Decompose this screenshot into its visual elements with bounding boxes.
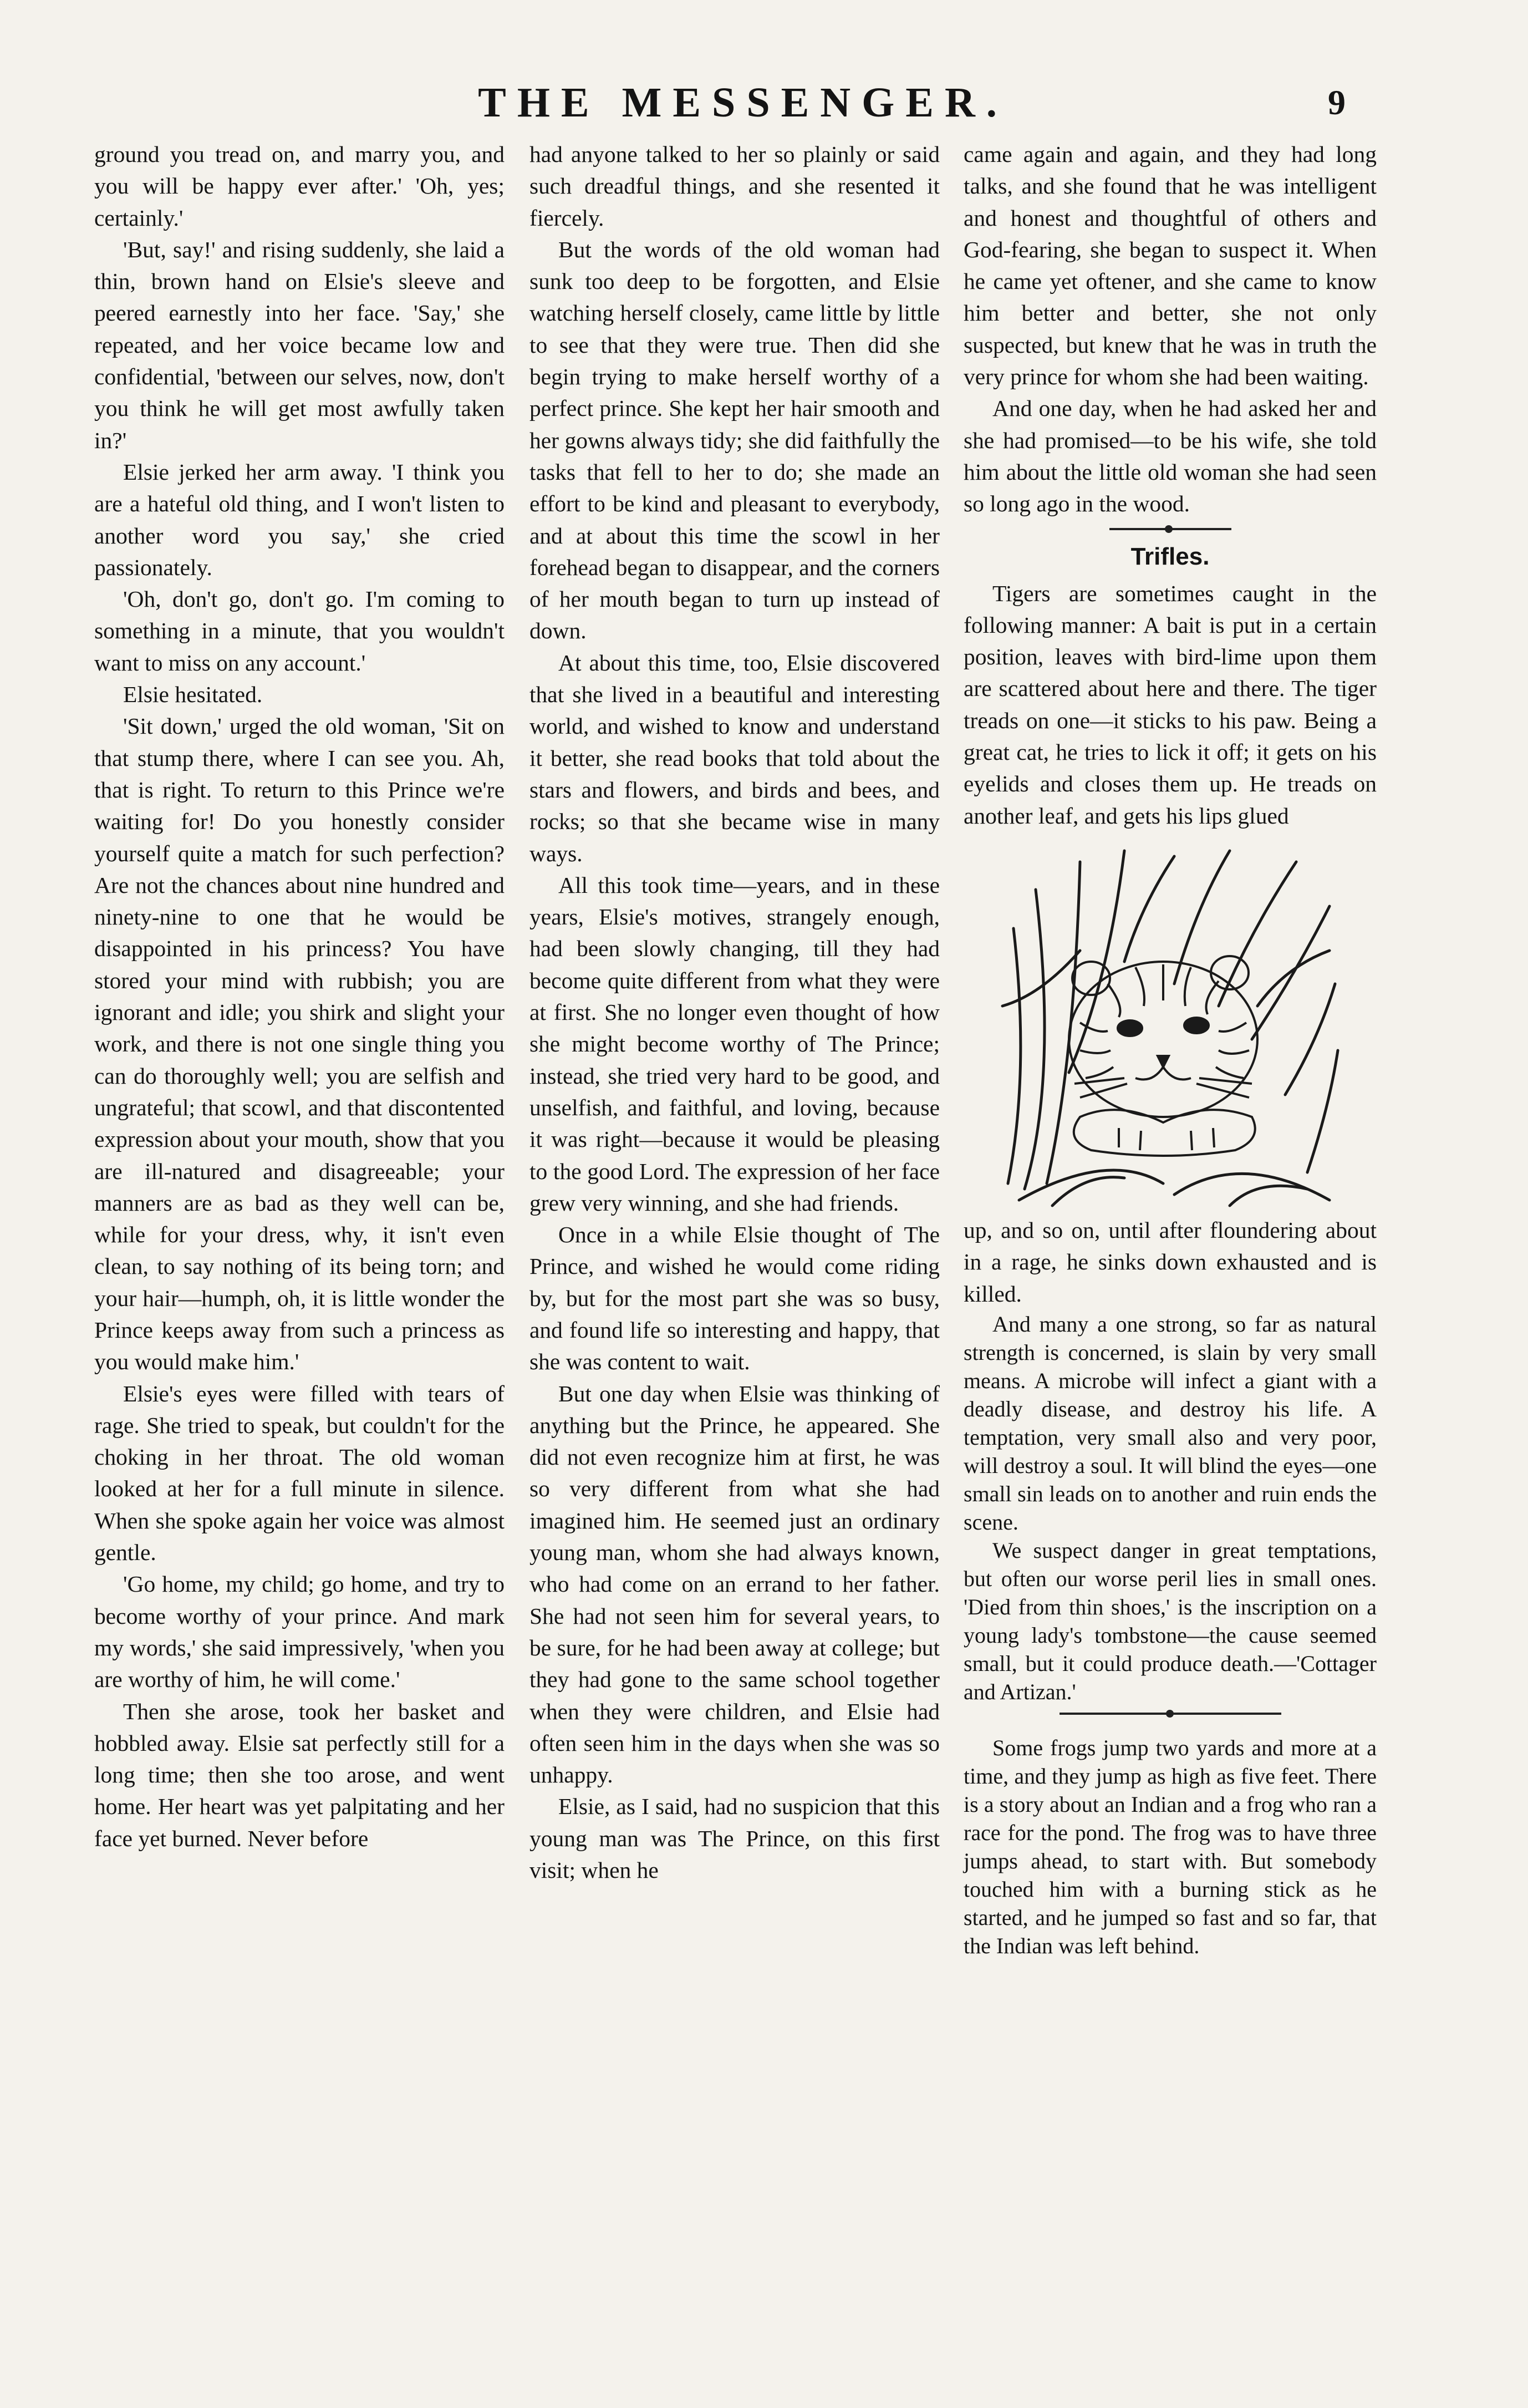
paragraph: Elsie, as I said, had no suspicion that this young man was The Prince, on this first visit; when he [529,1794,940,1883]
paragraph: 'Sit down,' urged the old woman, 'Sit on that stump there, where I can see you. Ah, that is right. To return to this Prince we're waiting for! Do you honestly consider yourself quite a match for such perfection? Are not the chances about nine hundred and ninety-nine to one that he would be disappointed in his princess? You have stored your mind with rubbish; you are ignorant and idle; you shirk and slight your work, and there is not one single thing you can do thoroughly well; you are selfish and ungrateful; that scowl, and that discontented expression about your mouth, show that you are ill-natured and disagreeable; your manners are as bad as they well can be, while for your dress, why, it isn't even clean, to say nothing of its being torn; and your hair—humph, oh, it is little wonder the Prince keeps away from such a princess as you would make him.' [94,713,505,1375]
paragraph: Some frogs jump two yards and more at a time, and they jump as high as five feet. There is a story about an Indian and a frog who ran a race for the pond. The frog was to have three jumps ahead, to start with. But somebody touched him with a burning stick as he started, and he jumped so fast and so far, that the Indian was left behind. [964,1735,1377,1958]
paragraph: 'Oh, don't go, don't go. I'm coming to something in a minute, that you wouldn't want to miss on any account.' [94,586,505,675]
paragraph: And many a one strong, so far as natural strength is concerned, is slain by very small means. A microbe will infect a giant with a deadly disease, and destroy his life. A temptation, very small also and very poor, will destroy a soul. It will blind the eyes—one small sin leads on to another and ruin ends the scene. [964,1311,1377,1535]
paragraph: But one day when Elsie was thinking of anything but the Prince, he appeared. She did not even recognize him at first, he was so very different from what she had imagined him. He seemed just an ordinary young man, whom she had always known, who had come on an errand to her father. She had not seen him for several years, to be sure, for he had been away at college; but they had gone to the same school together when they were children, and Elsie had often seen him in the days when she was so unhappy. [529,1380,940,1788]
paragraph: ground you tread on, and marry you, and you will be happy ever after.' 'Oh, yes; certainly.' [94,141,505,231]
column-2 [529,139,940,1886]
paragraph: Once in a while Elsie thought of The Prince, and wished he would come riding by, but for the most part she was so busy, and found life so interesting and happy, that she was content to wait. [529,1222,940,1375]
paragraph: All this took time—years, and in these years, Elsie's motives, strangely enough, had been slowly changing, till they had become quite different from what they were at first. She no longer even thought of how she might become worthy of The Prince; instead, she tried very hard to be good, and unselfish, and faithful, and loving, because it was right—because it would be pleasing to the good Lord. The expression of her face grew very winning, and she had friends. [529,872,940,1216]
paragraph: Tigers are sometimes caught in the following manner: A bait is put in a certain position, leaves with bird-lime upon them are scattered about here and there. The tiger treads on one—it sticks to his paw. Being a great cat, he tries to lick it off; it gets on his eyelids and closes them up. He treads on another leaf, and gets his lips glued [964,580,1377,829]
paragraph: 'But, say!' and rising suddenly, she laid a thin, brown hand on Elsie's sleeve and peered earnestly into her face. 'Say,' she repeated, and her voice became low and confidential, 'between our selves, now, don't you think he will get most awfully taken in?' [94,236,505,453]
page-number: 9 [1328,83,1346,122]
paragraph: came again and again, and they had long talks, and she found that he was intelligent and honest and thoughtful of others and God-fearing, she began to suspect it. When he came yet oftener, and she came to know him better and better, she not only suspected, but knew that he was in truth the very prince for whom she had been waiting. [964,141,1377,390]
paragraph: had anyone talked to her so plainly or said such dreadful things, and she resented it fiercely. [529,141,940,231]
paragraph: up, and so on, until after floundering about in a rage, he sinks down exhausted and is killed. [964,1217,1377,1307]
tiger-in-grass-illustration-icon [997,840,1341,1211]
section-divider [1109,528,1231,530]
masthead-title: THE MESSENGER. [478,79,1008,126]
column-1 [94,139,505,1855]
paragraph: We suspect danger in great temptations, but often our worse peril lies in small ones. 'Died from thin shoes,' is the inscription on a young lady's tombstone—the cause seemed small, but it could produce death.—'Cottager and Artizan.' [964,1537,1377,1704]
paragraph: At about this time, too, Elsie discovered that she lived in a beautiful and interesting world, and wished to know and understand it better, she read books that told about the stars and flowers, and birds and bees, and rocks; so that she became wise in many ways. [529,649,940,866]
section-divider [1060,1713,1281,1715]
paragraph: Elsie jerked her arm away. 'I think you are a hateful old thing, and I won't listen to another word you say,' she cried passionately. [94,459,505,580]
trifles-heading: Trifles. [1130,542,1210,570]
paragraph: Then she arose, took her basket and hobbled away. Elsie sat perfectly still for a long time; then she too arose, and went home. Her heart was yet palpitating and her face yet burned. Never before [94,1698,505,1851]
paragraph: 'Go home, my child; go home, and try to become worthy of your prince. And mark my words,' she said impressively, 'when you are worthy of him, he will come.' [94,1571,505,1693]
tiger-illustration [964,840,1374,1211]
paragraph: And one day, when he had asked her and she had promised—to be his wife, she told him about the little old woman she had seen so long ago in the wood. [964,395,1377,517]
masthead [0,78,1528,128]
column-3 [964,139,1377,1960]
paragraph: Elsie's eyes were filled with tears of rage. She tried to speak, but couldn't for the choking in her throat. The old woman looked at her for a full minute in silence. When she spoke again her voice was almost gentle. [94,1380,505,1566]
paragraph: Elsie hesitated. [123,682,263,708]
paragraph: But the words of the old woman had sunk too deep to be forgotten, and Elsie watching herself closely, came little by little to see that they were true. Then did she begin trying to make herself worthy of a perfect prince. She kept her hair smooth and her gowns always tidy; she did faithfully the tasks that fell to her to do; she made an effort to be kind and pleasant to everybody, and at about this time the scowl in her forehead began to disappear, and the corners of her mouth began to turn up instead of down. [529,236,940,644]
